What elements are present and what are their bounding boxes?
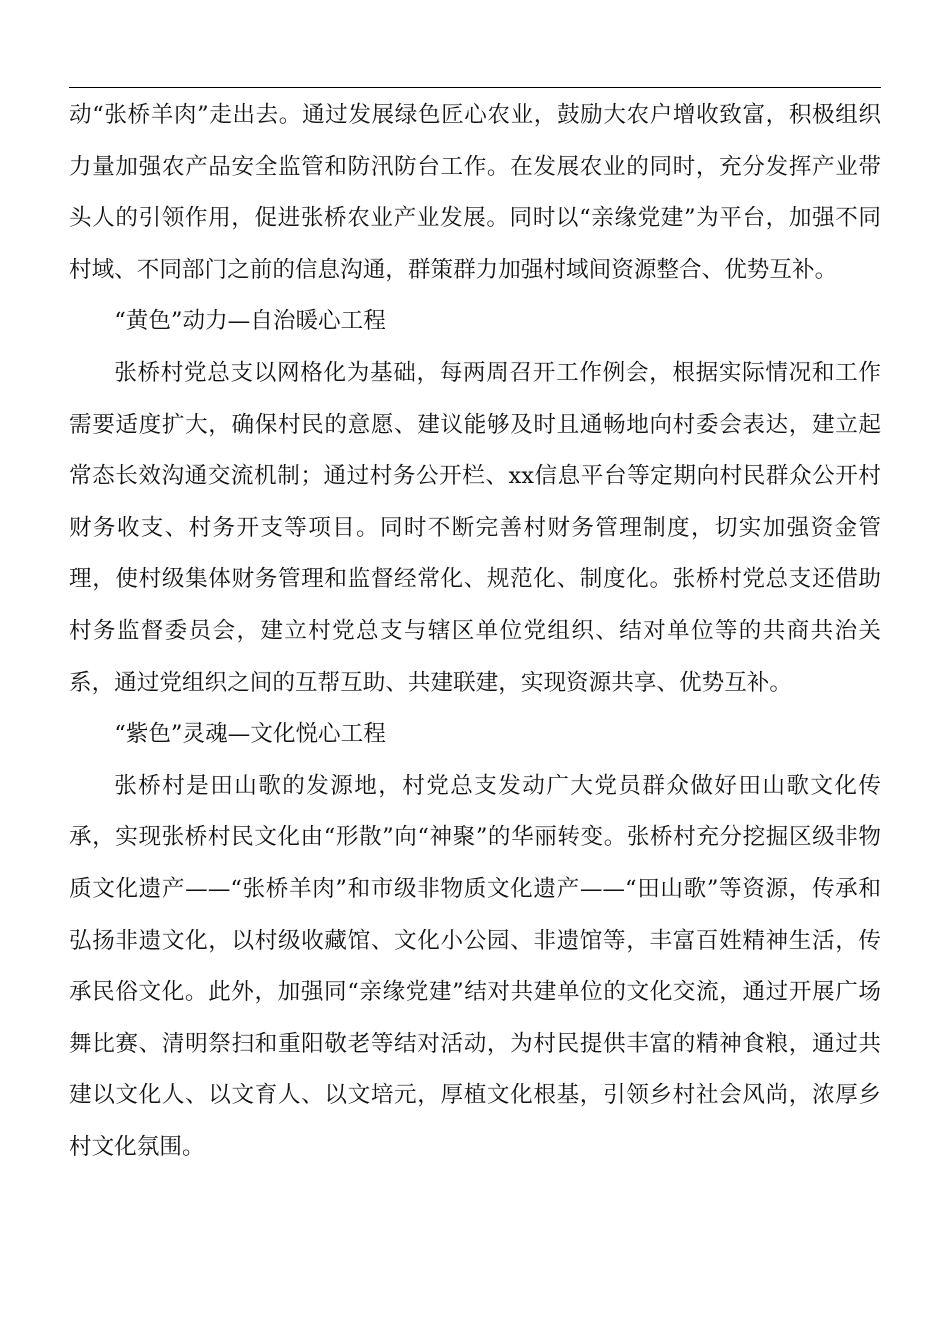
paragraph-yellow-body: 张桥村党总支以网格化为基础，每两周召开工作例会，根据实际情况和工作需要适度扩大，确保村民的意愿、建议能够及时且通畅地向村委会表达，建立起常态长效沟通交流机制；通过村务公开栏、xx信息平台等定期向村民群众公开村财务收支、村务开支等项目。同时不断完善村财务管理制度，切实加强资金管理，使村级集体财务管理和监督经常化、规范化、制度化。张桥村党总支还借助村务监督委员会，建立村党总支与辖区单位党组织、结对单位等的共商共治关系，通过党组织之间的互帮互助、共建联建，实现资源共享、优势互补。 — [69, 359, 881, 696]
header-rule — [69, 87, 881, 88]
paragraph-continued: 动“张桥羊肉”走出去。通过发展绿色匠心农业，鼓励大农户增收致富，积极组织力量加强农产品安全监管和防汛防台工作。在发展农业的同时，充分发挥产业带头人的引领作用，促进张桥农业产业发展。同时以“亲缘党建”为平台，加强不同村域、不同部门之前的信息沟通，群策群力加强村域间资源整合、优势互补。 — [69, 102, 881, 283]
section-heading-yellow: “黄色”动力—自治暖心工程 — [114, 308, 386, 335]
paragraph-purple-body: 张桥村是田山歌的发源地，村党总支发动广大党员群众做好田山歌文化传承，实现张桥村民文化由“形散”向“神聚”的华丽转变。张桥村充分挖掘区级非物质文化遗产——“张桥羊肉”和市级非物质文化遗产——“田山歌”等资源，传承和弘扬非遗文化，以村级收藏馆、文化小公园、非遗馆等，丰富百姓精神生活，传承民俗文化。此外，加强同“亲缘党建”结对共建单位的文化交流，通过开展广场舞比赛、清明祭扫和重阳敬老等结对活动，为村民提供丰富的精神食粮，通过共建以文化人、以文育人、以文培元，厚植文化根基，引领乡村社会风尚，浓厚乡村文化氛围。 — [69, 772, 881, 1160]
section-heading-purple: “紫色”灵魂—文化悦心工程 — [114, 721, 386, 748]
document-body — [69, 90, 881, 1173]
